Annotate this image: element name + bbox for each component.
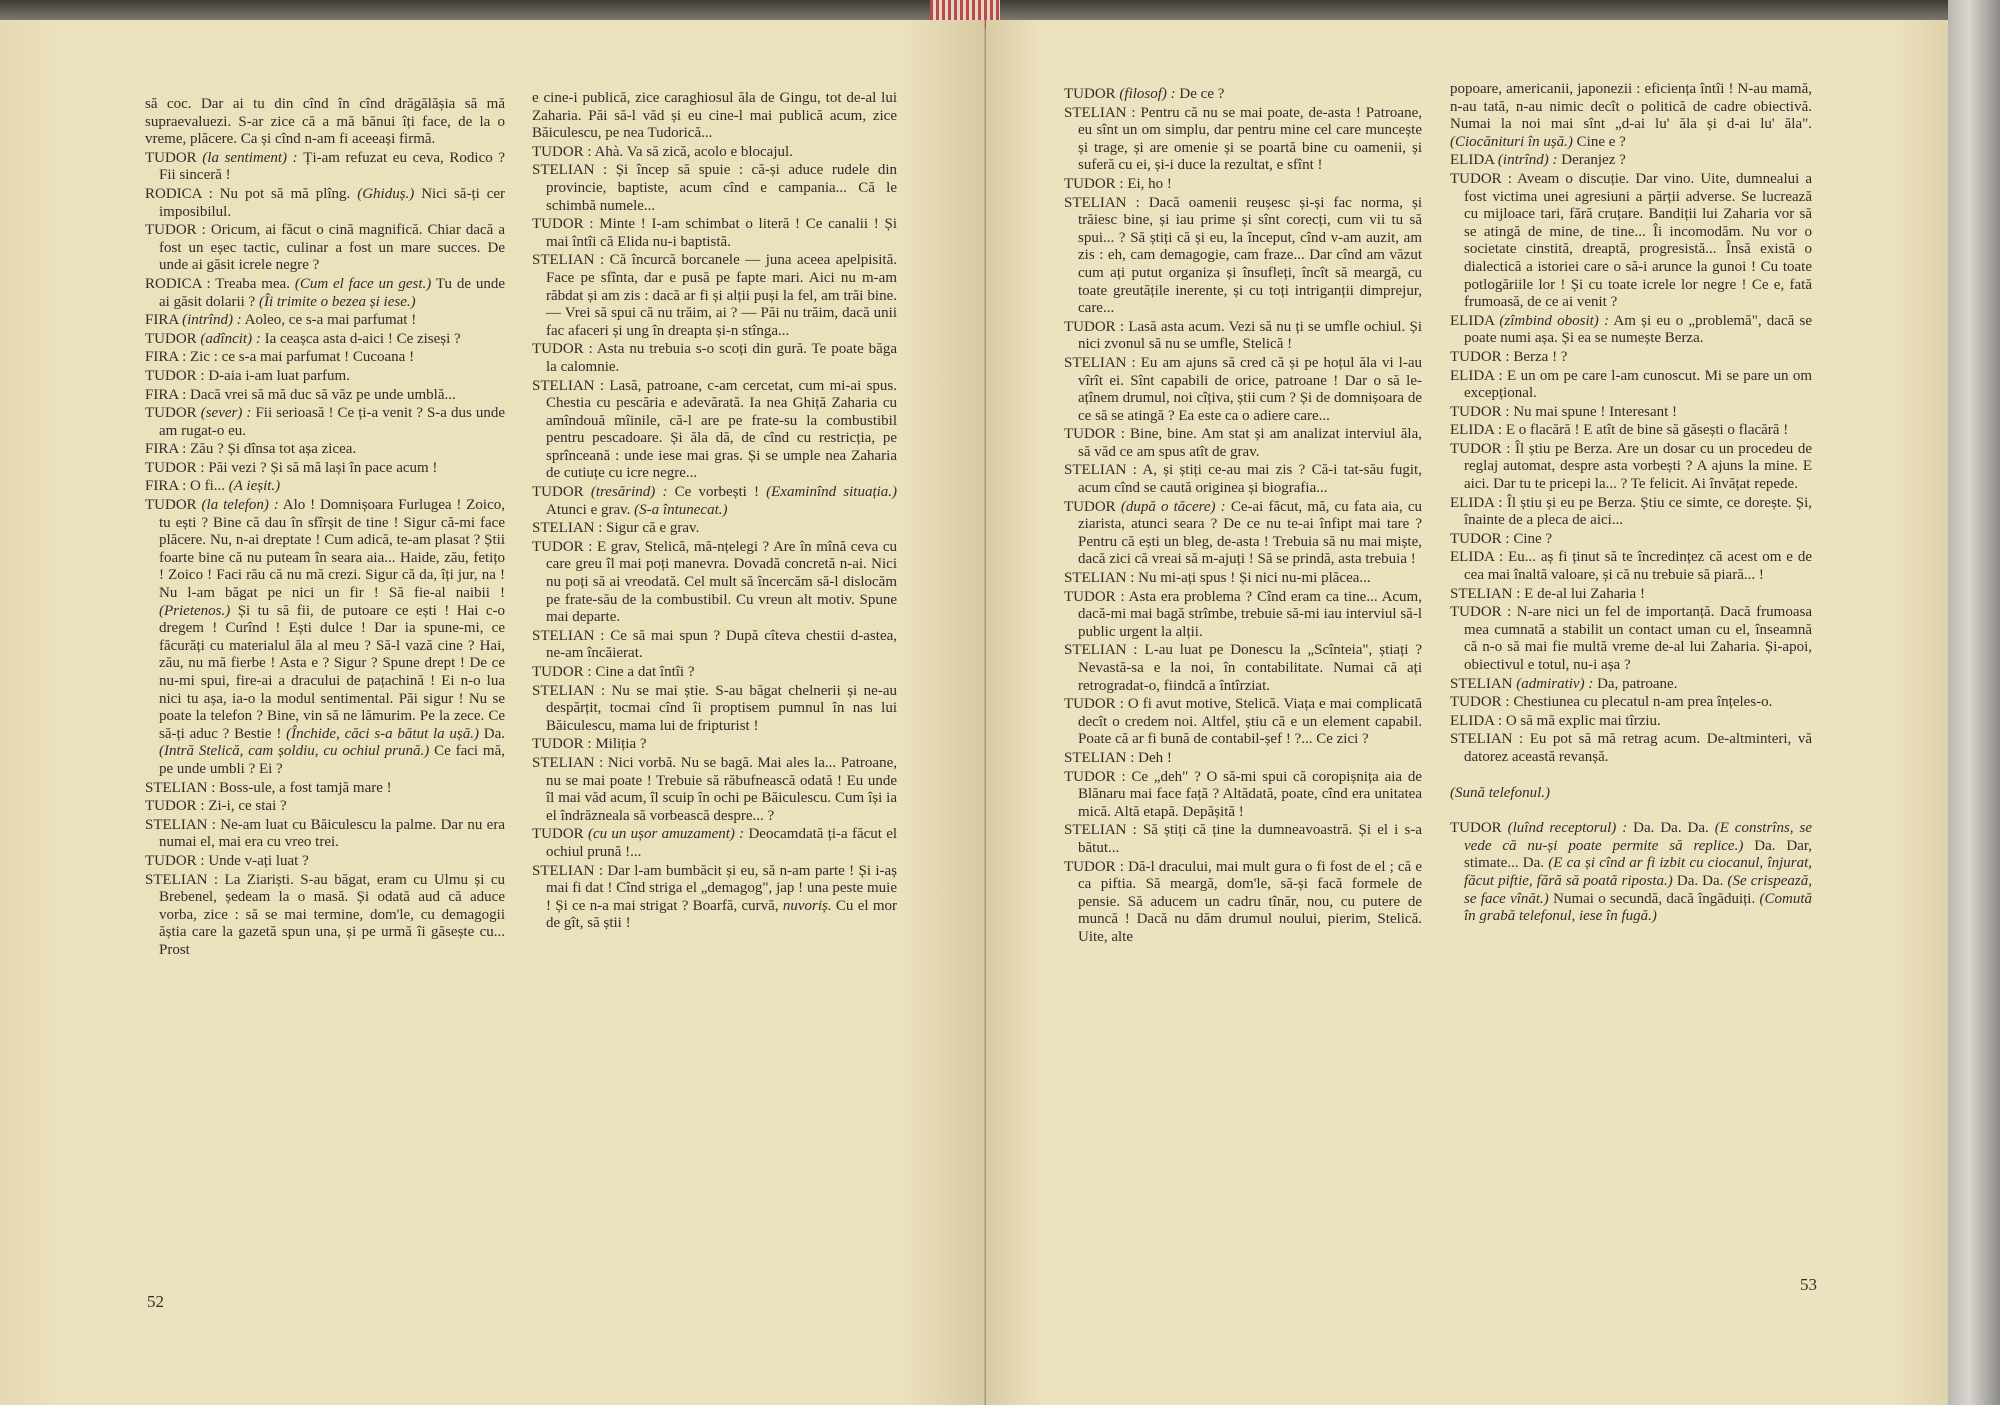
- right-page-column-1: [1064, 86, 1422, 948]
- dialogue-text: Nu pot să mă plîng.: [219, 185, 351, 202]
- dialogue-text: Să știți că ține la dumneavoastră. Și el i s-a bătut...: [1078, 822, 1422, 856]
- dialogue-text: Da. Da. Da.: [1633, 820, 1709, 837]
- dialogue-text: Berza ! ?: [1513, 348, 1568, 365]
- dialogue-text: Nici să-ți cer imposibilul.: [159, 185, 506, 220]
- dialogue-line: [1450, 368, 1812, 403]
- speaker-name: TUDOR: [1064, 498, 1116, 515]
- speaker-name: STELIAN :: [1064, 642, 1138, 659]
- right-page: [986, 20, 1948, 1405]
- speaker-name: RODICA :: [145, 275, 211, 292]
- dialogue-line: [145, 276, 505, 311]
- dialogue-text: Unde v-ați luat ?: [208, 852, 309, 869]
- speaker-name: TUDOR :: [145, 852, 205, 869]
- speaker-name: FIRA: [145, 312, 179, 329]
- dialogue-line: [532, 755, 897, 825]
- dialogue-line: [1064, 696, 1422, 749]
- dialogue-text: Cu el mor de gît, să știi !: [546, 897, 897, 932]
- dialogue-line: [1064, 426, 1422, 461]
- dialogue-line: [1064, 859, 1422, 947]
- dialogue-line: [1450, 81, 1812, 151]
- dialogue-text: Zi-i, ce stai ?: [208, 798, 287, 815]
- dialogue-line: [145, 186, 505, 221]
- dialogue-line: [1450, 495, 1812, 530]
- speaker-name: TUDOR :: [532, 664, 592, 680]
- dialogue-text: Ei, ho !: [1127, 175, 1172, 192]
- dialogue-text: Am și eu o „problemă", dacă se poate numi așa. Și ea se numește Berza.: [1464, 312, 1812, 347]
- dialogue-line: [145, 460, 505, 478]
- dialogue-text: Lasă asta acum. Vezi să nu ți se umfle ochiul. Și nici zvonul să nu se umfle, Stelică !: [1078, 318, 1423, 353]
- speaker-name: STELIAN :: [1064, 462, 1137, 479]
- dialogue-line: [145, 478, 505, 496]
- dialogue-line: [1064, 769, 1422, 822]
- speaker-name: STELIAN :: [532, 162, 608, 179]
- dialogue-text: Ce să mai spun ? După cîteva chestii d-astea, ne-am încăierat.: [546, 627, 898, 662]
- dialogue-line: [1064, 355, 1422, 425]
- speaker-name: ELIDA: [1450, 152, 1495, 169]
- dialogue-text: Eu pot să mă retrag acum. De-altminteri, vă datorez această revanșă.: [1464, 731, 1812, 765]
- dialogue-text: E un om pe care l-am cunoscut. Mi se pare un om excepțional.: [1464, 367, 1812, 402]
- dialogue-text: Dacă oamenii reușesc și-și fac norma, și trăiesc bine, și iau prime și sînt corecți, cum vii tu să spui... ? Să știți că și eu, la început, cînd v-am auzit, am zis : eh, cam demagogie, cam fraze... Dar cînd am văzut cum ați putut organiza și însufleți, încît să meargă, cu toate greutățile inerente, și cu toți intriganții dimprejur, care...: [1078, 194, 1422, 317]
- speaker-name: TUDOR :: [532, 341, 593, 358]
- speaker-name: TUDOR :: [1450, 440, 1511, 457]
- dialogue-line: [1064, 462, 1422, 497]
- dialogue-line: [1064, 822, 1422, 857]
- dialogue-text: Tu de unde ai găsit dolarii ?: [159, 275, 506, 310]
- dialogue-line: [532, 144, 897, 162]
- dialogue-line: [1064, 86, 1422, 104]
- dialogue-text: Alo ! Domnișoara Furlugea ! Zoico, tu ești ? Bine că dau în sfîrșit de tine ! Sigur că-mi face plăcere. Nu, n-ai dreptate ! Cum adică, te-am plasat ? Știi foarte bine că nu puteam în seara aia... Haide, zău, fetițo ! Zoico ! Faci rău că nu mă crezi. Sigur că da, îți jur, na ! Nu l-am băgat pe nici un fir ! Să fie-al naibii !: [159, 497, 505, 602]
- speaker-name: RODICA :: [145, 185, 213, 202]
- dialogue-line: [532, 683, 897, 736]
- dialogue-text: Ți-am refuzat eu ceva, Rodico ? Fii sinceră !: [159, 149, 506, 184]
- dialogue-text: O să mă explic mai tîrziu.: [1505, 712, 1661, 729]
- dialogue-text: Zău ? Și dînsa tot așa zicea.: [190, 441, 357, 458]
- page-number-left: 52: [147, 1292, 164, 1311]
- dialogue-text: Sigur că e grav.: [606, 520, 700, 537]
- speaker-name: TUDOR :: [532, 143, 592, 160]
- speaker-name: ELIDA :: [1450, 549, 1504, 566]
- dialogue-line: [145, 405, 505, 440]
- dialogue-text: Dar l-am bumbăcit și eu, să n-am parte ! Și i-aș mai fi dat ! Cînd striga el „demagog", jap ! una peste muie ! Și ce n-a mai strigat ? Boarfă, curvă,: [546, 862, 897, 914]
- dialogue-text: să coc. Dar ai tu din cînd în cînd drăgălășia să mă supraevaluezi. S-ar zice că a mă bănui îți face, de la o vreme, plăcere. Ca și cînd n-am fi aceeași firmă.: [145, 96, 505, 148]
- dialogue-text: L-au luat pe Donescu la „Scînteia", știați ? Nevastă-sa e la noi, în contabilitate. Numai că ați retrogradat-o, fiindcă a întîrziat.: [1078, 642, 1422, 694]
- dialogue-text: Minte ! I-am schimbat o literă ! Ce canalii ! Și mai întîi că Elida nu-i baptistă.: [546, 216, 898, 250]
- stage-direction: (Cum el face un gest.): [294, 275, 432, 292]
- dialogue-text: E grav, Stelică, mă-nțelegi ? Are în mînă ceva cu care greu îl mai poți manevra. Dovadă concretă n-ai. Nici nu poți să ai vreodată. Cel mult să încercăm să-l dislocăm pe frate-său de la combustibil. Cu vreun alt motiv. Spune mai departe.: [546, 538, 898, 626]
- dialogue-text: Ia ceașca asta d-aici ! Ce ziseși ?: [264, 330, 461, 347]
- dialogue-line: [145, 387, 505, 405]
- stage-direction: (Prietenos.): [159, 602, 231, 619]
- page-number-right: 53: [1800, 1275, 1817, 1294]
- speaker-name: FIRA :: [145, 478, 187, 495]
- dialogue-text: Numai o secundă, dacă îngăduiți.: [1553, 890, 1756, 907]
- dialogue-text: Da.: [483, 725, 506, 742]
- speaker-name: TUDOR :: [145, 459, 205, 476]
- dialogue-text: Da. Dar, stimate... Da.: [1464, 837, 1813, 872]
- speaker-name: TUDOR :: [1064, 858, 1124, 875]
- dialogue-line: [532, 341, 897, 376]
- dialogue-line: [1450, 713, 1812, 731]
- stage-direction: (Comută în grabă telefonul, iese în fugă.): [1464, 890, 1813, 925]
- dialogue-text: Boss-ule, a fost tamjă mare !: [219, 779, 392, 796]
- dialogue-text: Nu se mai știe. S-au băgat chelnerii și ne-au despărțit, tocmai cînd îi proptisem pumnul în nas lui Băiculescu, mama lui de fripturist !: [546, 682, 897, 734]
- dialogue-line: [1450, 313, 1812, 348]
- speaker-name: FIRA :: [145, 349, 187, 366]
- stage-direction: (E ca și cînd ar fi izbit cu ciocanul, înjurat, făcut piftie, fără să poată riposta.): [1464, 855, 1812, 889]
- dialogue-text: Nici vorbă. Nu se bagă. Mai ales la... Patroane, nu se mai poate ! Trebuie să răbufnească odată ! Eu unde îl mai văd acum, îl scuip în ochi pe Băiculescu. Cum își ia el îndrăzneala să vorbească despre... ?: [546, 754, 897, 824]
- speaker-name: TUDOR: [145, 497, 197, 514]
- speaker-name: TUDOR :: [1064, 318, 1125, 335]
- stage-direction: (Examinînd situația.): [766, 484, 898, 501]
- speaker-name: STELIAN :: [532, 252, 605, 269]
- stage-direction: (Închide, căci s-a bătut la ușă.): [286, 725, 480, 742]
- speaker-name: STELIAN :: [145, 871, 219, 888]
- speaker-name: STELIAN :: [532, 520, 603, 537]
- speaker-name: STELIAN :: [532, 754, 604, 771]
- speaker-name: STELIAN :: [532, 682, 606, 699]
- speaker-name: TUDOR :: [1450, 694, 1510, 711]
- dialogue-text: Asta nu trebuia s-o scoți din gură. Te poate băga la calomnie.: [546, 341, 897, 375]
- dialogue-line: [145, 817, 505, 852]
- dialogue-line: [532, 90, 897, 143]
- dialogue-text: N-are nici un fel de importanță. Dacă frumoasa mea cumnată a stabilit un contact uman cu el, înseamnă că n-o să mai fie multă vreme de-al lui Zaharia. Și-apoi, obiectivul e totul, nu-i așa ?: [1464, 604, 1812, 673]
- stage-direction: (intrînd) :: [182, 312, 242, 329]
- dialogue-text: Deocamdată ți-a făcut el ochiul prună !...: [546, 826, 898, 860]
- dialogue-text: Aveam o discuție. Dar vino. Uite, dumnealui a fost victima unei agresiuni a părții adverse. Se lucrează cu mijloace tari, fără cruțare. Bandiții lui Zaharia vor să se atingă de mine, de tine... Îi incomodăm. Nu vor o societate cinstită, dreaptă, progresistă... Însă există o dialectică a istoriei care o să-i arunce la gunoi ! Cu toate potlogăriile lor ! Și cu toate icrele lor negre ! Ce e, fată frumoasă, de ce ai venit ?: [1464, 170, 1812, 311]
- stage-direction: (A ieșit.): [228, 478, 281, 495]
- dialogue-text: Și tu să fii, de putoare ce ești ! Hai c-o dregem ! Curînd ! Ești dulce ! Dar ia spune-mi, ce făcurăți cu materialul ăla al meu ? Să-l vază cine ? Hai, zău, nu mă fierbe ! Asta e ? Sigur ? Spune drept ! De ce nu-mi spui, fire-ai a dracului de pațachină ! Ei n-o lua nici tu așa, ia-o la modul sentimental. Păi sigur ! Nu se poate la telefon ? Bine, vin să ne lămurim. Pe la zece. Ce să-ți aduc ? Bestie !: [159, 602, 506, 742]
- dialogue-text: Eu... aș fi ținut să te încredințez că acest om e de cea mai înaltă valoare, și că nu trebuie să piară... !: [1464, 549, 1812, 584]
- dialogue-line: [1450, 820, 1812, 926]
- dialogue-line: [532, 162, 897, 215]
- dialogue-line: [532, 736, 897, 754]
- dialogue-line: [1064, 176, 1422, 194]
- dialogue-line: [145, 368, 505, 386]
- dialogue-line: [532, 628, 897, 663]
- dialogue-text: Îl știu pe Berza. Are un dosar cu un procedeu de reglaj automat, despre asta vorbești ? A ajuns la mine. E aici. Dar tu te pricepi la... ? Te felicit. Ai învățat repede.: [1464, 440, 1812, 493]
- dialogue-text: Ce „deh" ? O să-mi spui că coropișnița aia de Blănaru mai face față ? Altădată, poate, cînd era unitatea mică. Altă etapă. Depășită !: [1078, 768, 1423, 820]
- speaker-name: TUDOR :: [145, 367, 205, 384]
- dialogue-text: Ce vorbești !: [674, 484, 759, 501]
- dialogue-text: A, și știți ce-au mai zis ? Că-i tat-său fugit, acum cînd se caută originea și biografia...: [1078, 462, 1422, 497]
- speaker-name: TUDOR: [1064, 86, 1116, 102]
- speaker-name: TUDOR: [532, 484, 584, 501]
- stage-direction: (luînd receptorul) :: [1507, 820, 1628, 837]
- speaker-name: STELIAN :: [1064, 570, 1135, 587]
- stage-direction: (intrînd) :: [1497, 152, 1558, 169]
- dialogue-text: La Ziariști. S-au băgat, eram cu Ulmu și cu Brebenel, ședeam la o masă. Și odată aud că aduce vorba, zice : să se mai termine, dom'le, cu demagogii ăștia care la gazetă spun una, și pe urmă îi găsește cu... Prost: [159, 871, 506, 958]
- dialogue-text: E o flacără ! E atît de bine să găsești o flacără !: [1505, 422, 1789, 439]
- dialogue-text: D-aia i-am luat parfum.: [208, 367, 350, 384]
- dialogue-line: [145, 96, 505, 149]
- dialogue-line: [145, 853, 505, 871]
- speaker-name: STELIAN :: [145, 779, 216, 796]
- dialogue-line: [1450, 404, 1812, 422]
- dialogue-line: [1450, 422, 1812, 440]
- speaker-name: STELIAN :: [1064, 822, 1137, 839]
- dialogue-text: Dacă vrei să mă duc să văz pe unde umblă...: [190, 386, 456, 403]
- dialogue-text: Deranjez ?: [1561, 152, 1626, 169]
- stage-direction: [1450, 785, 1812, 803]
- speaker-name: ELIDA :: [1450, 494, 1503, 511]
- dialogue-text: Treaba mea.: [215, 275, 290, 292]
- dialogue-text: Zic : ce s-a mai parfumat ! Cucoana !: [190, 349, 415, 366]
- dialogue-text: Chestiunea cu plecatul n-am prea înțeles-o.: [1513, 694, 1773, 711]
- dialogue-line: [1064, 195, 1422, 318]
- dialogue-line: [1450, 531, 1812, 549]
- dialogue-text: Nu mi-ați spus ! Și nici nu-mi plăcea...: [1138, 570, 1371, 587]
- stage-direction: (adîncit) :: [200, 330, 261, 347]
- speaker-name: FIRA :: [145, 386, 187, 403]
- left-page-column-2: [532, 90, 897, 934]
- dialogue-text: Eu am ajuns să cred că și pe hoțul ăla vi l-au vîrît ei. Sînt capabili de orice, patroane ! Dar o să le-ațînem drumul, noi cîțiva, știi cum ? Și de domnișoara de ce să se atingă ? Ea este ca o adiere care...: [1078, 354, 1422, 424]
- dialogue-text: Păi vezi ? Și să mă lași în pace acum !: [208, 459, 438, 476]
- dialogue-text: popoare, americanii, japonezii : eficiența întîi ! N-au mamă, n-au tată, n-au nimic decît o politică de cadre obiectivă. Numai la noi mai sînt „d-ai lu' ăla și d-ai lu' ăla".: [1450, 81, 1812, 133]
- left-page: [0, 20, 985, 1405]
- book-cover-edge: [1948, 0, 2000, 1405]
- speaker-name: TUDOR :: [532, 736, 592, 753]
- speaker-name: FIRA :: [145, 441, 187, 458]
- dialogue-line: [532, 863, 897, 933]
- dialogue-line: [145, 150, 505, 185]
- dialogue-line: [532, 539, 897, 627]
- dialogue-line: [1064, 105, 1422, 175]
- dialogue-line: [532, 520, 897, 538]
- stage-direction: (Îi trimite o bezea și iese.): [258, 293, 416, 310]
- dialogue-text: Cine e ?: [1576, 133, 1626, 150]
- speaker-name: STELIAN :: [532, 862, 604, 879]
- dialogue-text: O fi avut motive, Stelică. Viața e mai complicată decît o credem noi. Altfel, știu că e un element capabil. Poate că ar fi bună de contabil-șef ! ?... Ce zici ?: [1078, 696, 1422, 748]
- speaker-name: TUDOR :: [1064, 426, 1125, 443]
- speaker-name: TUDOR :: [1064, 588, 1125, 605]
- speaker-name: TUDOR: [532, 826, 584, 843]
- stage-direction: (cu un ușor amuzament) :: [587, 826, 745, 843]
- dialogue-line: [1450, 349, 1812, 367]
- stage-direction: (admirativ) :: [1516, 675, 1594, 692]
- dialogue-text: Da. Da.: [1676, 872, 1724, 889]
- speaker-name: TUDOR :: [1064, 768, 1126, 785]
- speaker-name: STELIAN :: [532, 377, 604, 394]
- speaker-name: ELIDA :: [1450, 422, 1503, 439]
- speaker-name: TUDOR :: [532, 216, 594, 233]
- dialogue-text: Lasă, patroane, c-am cercetat, cum mi-ai spus. Chestia cu pescăria e adevărată. Ia nea Ghiță Zaharia cu amîndouă mîinile, că-l are pe frate-su la combustibil pentru pescadoare. Și ăla dă, de cînd cu restricția, pe sprînceană : unde iese mai gras. Și se umple nea Zaharia de cutiuțe cu icre negre...: [546, 377, 897, 482]
- speaker-name: TUDOR :: [1450, 530, 1510, 547]
- speaker-name: TUDOR :: [1064, 696, 1124, 713]
- dialogue-line: [1064, 499, 1422, 569]
- speaker-name: STELIAN :: [1450, 585, 1521, 602]
- speaker-name: ELIDA :: [1450, 712, 1503, 729]
- speaker-name: ELIDA: [1450, 312, 1495, 329]
- dialogue-text: Ne-am luat cu Băiculescu la palme. Dar nu era numai el, mai era cu vreo trei.: [159, 816, 505, 851]
- stage-direction: (tresărind) :: [590, 484, 668, 501]
- dialogue-text: Că încurcă borcanele — juna aceea apelpisită. Face pe sfînta, dar e pusă pe fapte mari. Aici nu m-am răbdat și am zis : dacă ar fi și alții puși la fel, am trăi bine. — Vrei să spui că nu trăim, ai ? — Păi nu trăim, dacă unii fac afaceri și ung în dreapta și-n stînga...: [546, 252, 898, 339]
- dialogue-line: [532, 664, 897, 682]
- dialogue-line: [1064, 570, 1422, 588]
- dialogue-text: Dă-l dracului, mai mult gura o fi fost de el ; că e ca piftia. Să meargă, dom'le, să-și facă formele de pensie. Să aducem un cadru tînăr, nou, cu putere de muncă ! Dacă nu dăm drumul noului, pierim, Stelică. Uite, alte: [1078, 858, 1422, 945]
- stage-direction: (filosof) :: [1119, 86, 1176, 102]
- stage-direction: (după o tăcere) :: [1120, 498, 1226, 515]
- dialogue-text: Asta era problema ? Cînd eram ca tine... Acum, dacă-mi mai bagă strîmbe, trebuie să-mi iau interviul să-l public urgent la alții.: [1078, 588, 1422, 640]
- speaker-name: STELIAN :: [1064, 194, 1140, 211]
- dialogue-line: [1064, 589, 1422, 642]
- dialogue-text: Nu mai spune ! Interesant !: [1513, 403, 1678, 420]
- dialogue-text: Atunci e grav.: [546, 501, 631, 518]
- dialogue-text: Cine a dat întîi ?: [595, 664, 695, 680]
- dialogue-line: [532, 216, 897, 251]
- dialogue-line: [145, 872, 505, 960]
- stage-direction: (Intră Stelică, cam șoldiu, cu ochiul prună.): [159, 743, 430, 760]
- dialogue-line: [145, 331, 505, 349]
- speaker-name: TUDOR :: [145, 798, 205, 815]
- speaker-name: ELIDA :: [1450, 367, 1503, 384]
- dialogue-text: Bine, bine. Am stat și am analizat interviul ăla, să văd ce am spus atît de grav.: [1078, 426, 1422, 460]
- stage-direction: (Ciocănituri în ușă.): [1450, 133, 1573, 150]
- dialogue-line: [1064, 750, 1422, 768]
- stage-direction: (sever) :: [200, 405, 252, 422]
- speaker-name: TUDOR :: [532, 538, 593, 555]
- dialogue-line: [1450, 731, 1812, 766]
- dialogue-line: [145, 798, 505, 816]
- speaker-name: STELIAN :: [1450, 731, 1524, 748]
- stage-direction: nuvoriș.: [782, 897, 832, 914]
- dialogue-text: Deh !: [1138, 749, 1172, 766]
- dialogue-line: [145, 497, 505, 779]
- dialogue-line: [1450, 604, 1812, 674]
- speaker-name: TUDOR :: [145, 222, 206, 239]
- stage-direction: (zîmbind obosit) :: [1499, 312, 1609, 329]
- dialogue-line: [1064, 642, 1422, 695]
- dialogue-text: O fi...: [190, 478, 226, 495]
- dialogue-text: Aoleo, ce s-a mai parfumat !: [244, 312, 417, 329]
- dialogue-text: Și încep să spuie : că-și aduce rudele din provincie, baptiste, acum cînd e campania... Că le schimbă numele...: [546, 162, 897, 214]
- right-page-column-2: [1450, 81, 1812, 927]
- dialogue-text: e cine-i publică, zice caraghiosul ăla de Gingu, tot de-al lui Zaharia. Păi să-l văd și eu cine-l mai publică acum, zice Băiculescu, pe nea Tudorică...: [532, 90, 897, 142]
- dialogue-line: [1450, 549, 1812, 584]
- dialogue-line: [1064, 319, 1422, 354]
- stage-direction: (S-a întunecat.): [634, 501, 728, 518]
- speaker-name: TUDOR :: [1450, 170, 1512, 187]
- left-page-column-1: [145, 96, 505, 961]
- dialogue-text: E de-al lui Zaharia !: [1524, 585, 1645, 602]
- speaker-name: TUDOR: [145, 405, 197, 422]
- speaker-name: TUDOR: [145, 149, 197, 166]
- dialogue-text: Pentru că nu se mai poate, de-asta ! Patroane, eu sînt un om simplu, dar pentru mine cel care muncește și trage, și are omenie și se poartă bine cu oamenii, și suferă cu ei, și-i duce la rezultat, e sfînt !: [1078, 104, 1423, 174]
- dialogue-line: [532, 484, 897, 519]
- dialogue-text: Ahà. Va să zică, acolo e blocajul.: [594, 143, 793, 160]
- dialogue-text: Ce-ai făcut, mă, cu fata aia, cu ziarista, atunci seara ? De ce nu te-ai înfipt mai tare ? Pentru că ești un bleg, de-asta ! Trebuia să nu mai miște, dacă zici că vreai să m-ajuți ! Să se prindă, asta trebuia !: [1078, 498, 1423, 568]
- stage-direction: (Ghiduș.): [357, 185, 415, 202]
- speaker-name: STELIAN :: [145, 816, 216, 833]
- dialogue-line: [532, 252, 897, 340]
- dialogue-text: Îl știu și eu pe Berza. Știu ce simte, ce dorește. Și, înainte de a pleca de aici...: [1464, 494, 1813, 529]
- dialogue-line: [1450, 586, 1812, 604]
- stage-direction: (la sentiment) :: [202, 149, 298, 166]
- speaker-name: STELIAN :: [1064, 354, 1136, 371]
- dialogue-line: [1450, 694, 1812, 712]
- dialogue-line: [532, 378, 897, 484]
- dialogue-text: De ce ?: [1179, 86, 1225, 102]
- speaker-name: TUDOR :: [1450, 348, 1510, 365]
- speaker-name: TUDOR :: [1064, 175, 1124, 192]
- speaker-name: STELIAN: [1450, 675, 1513, 692]
- dialogue-text: Miliția ?: [595, 736, 647, 753]
- dialogue-line: [1450, 441, 1812, 494]
- dialogue-line: [145, 349, 505, 367]
- dialogue-line: [1450, 152, 1812, 170]
- speaker-name: TUDOR :: [1450, 604, 1512, 621]
- dialogue-text: Cine ?: [1513, 530, 1553, 547]
- speaker-name: STELIAN :: [1064, 104, 1136, 121]
- dialogue-text: (Sună telefonul.): [1450, 784, 1550, 801]
- speaker-name: STELIAN :: [532, 627, 605, 644]
- dialogue-text: Fii serioasă ! Ce ți-a venit ? S-a dus unde am rugat-o eu.: [159, 405, 506, 439]
- dialogue-line: [145, 312, 505, 330]
- speaker-name: TUDOR: [1450, 820, 1502, 837]
- dialogue-line: [145, 441, 505, 459]
- speaker-name: TUDOR: [145, 330, 197, 347]
- stage-direction: (Se crispează, se face vînăt.): [1464, 872, 1813, 907]
- dialogue-text: Ce faci mă, pe unde umbli ? Ei ?: [159, 743, 506, 777]
- dialogue-line: [145, 780, 505, 798]
- dialogue-line: [1450, 676, 1812, 694]
- dialogue-line: [1450, 171, 1812, 312]
- speaker-name: STELIAN :: [1064, 749, 1135, 766]
- dialogue-line: [145, 222, 505, 275]
- stage-direction: (la telefon) :: [201, 497, 279, 514]
- speaker-name: TUDOR :: [1450, 403, 1510, 420]
- dialogue-text: Oricum, ai făcut o cină magnifică. Chiar dacă a fost un eșec tactic, culinar a fost un mare succes. De unde ai găsit icrele negre ?: [159, 222, 505, 274]
- dialogue-text: Da, patroane.: [1597, 675, 1678, 692]
- stage-direction: (E constrîns, se vede că nu-și poate permite să replice.): [1464, 820, 1812, 854]
- dialogue-line: [532, 826, 897, 861]
